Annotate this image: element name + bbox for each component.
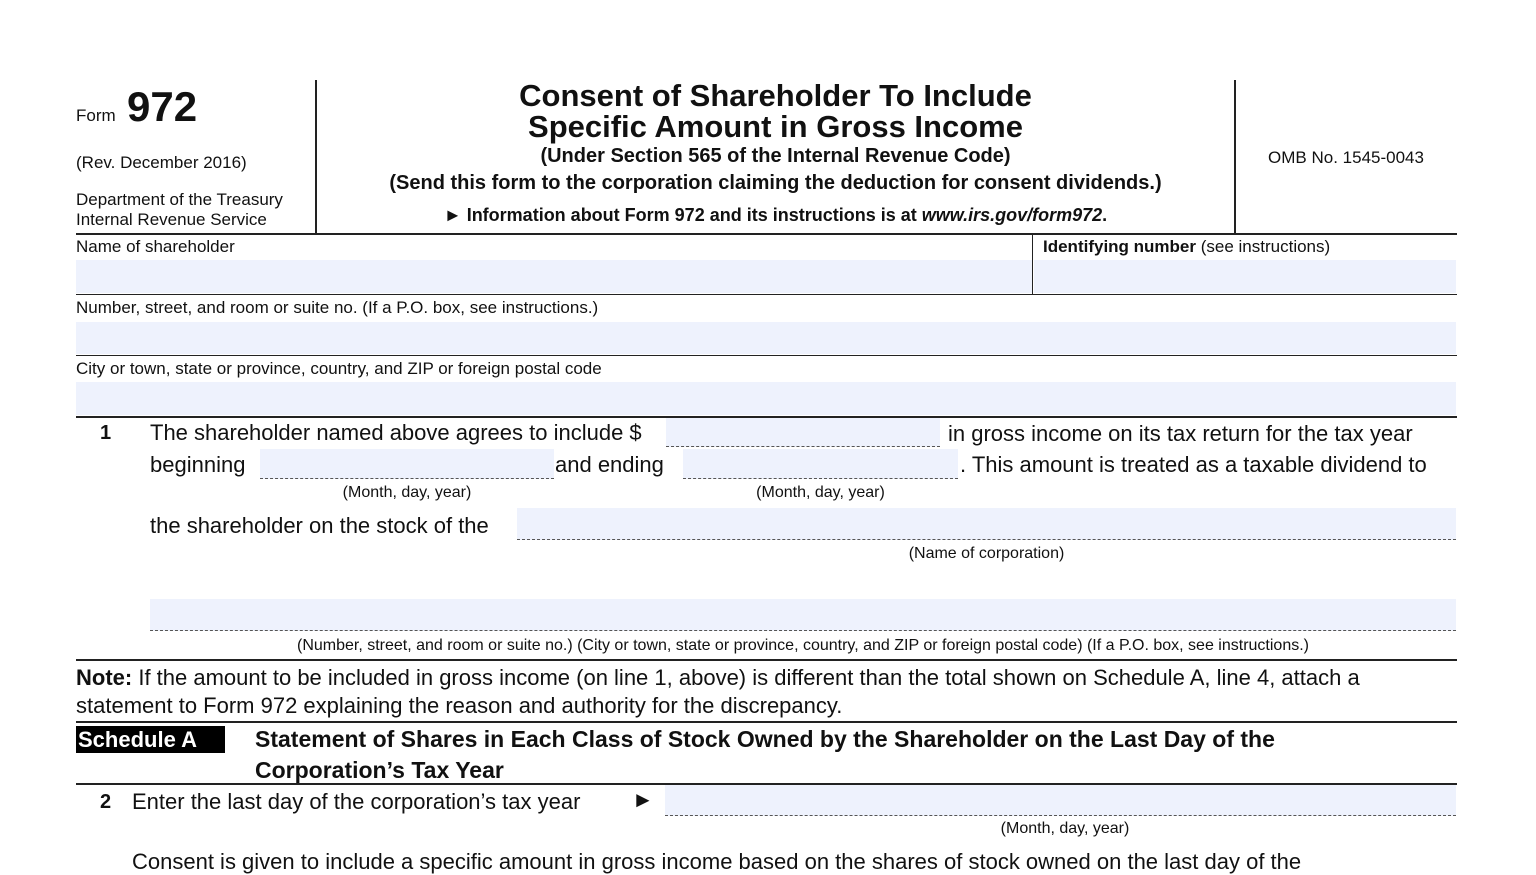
shareholder-name-label: Name of shareholder — [76, 237, 235, 256]
info-url-link[interactable]: www.irs.gov/form972 — [921, 205, 1103, 225]
line2-text: Enter the last day of the corporation’s tax year — [132, 789, 581, 814]
line1-text-c: beginning — [150, 452, 246, 477]
dividend-amount-field[interactable] — [666, 418, 940, 447]
note-block — [76, 664, 1456, 720]
schedule-a-title-line1: Statement of Shares in Each Class of Stock Owned by the Shareholder on the Last Day of the — [255, 726, 1275, 752]
note-text-line1: If the amount to be included in gross income (on line 1, above) is different than the total shown on Schedule A, line 4, attach a — [132, 665, 1360, 690]
name-id-divider — [1032, 235, 1033, 294]
city-state-zip-label: City or town, state or province, country, and ZIP or foreign postal code — [76, 359, 602, 378]
line2-date-caption: (Month, day, year) — [1000, 820, 1130, 837]
corporation-address-field[interactable] — [150, 599, 1456, 631]
form-title-line2: Specific Amount in Gross Income — [528, 109, 1023, 144]
form-word: Form — [76, 106, 116, 125]
identifying-number-label-rest: (see instructions) — [1200, 237, 1331, 256]
send-instruction: (Send this form to the corporation claiming the deduction for consent dividends.) — [389, 172, 1162, 194]
omb-number: OMB No. 1545-0043 — [1268, 148, 1424, 167]
note-text-line2: statement to Form 972 explaining the reason and authority for the discrepancy. — [76, 693, 843, 718]
line1-text-a: The shareholder named above agrees to include $ — [150, 420, 642, 445]
info-line — [317, 205, 1234, 226]
identifying-number-field[interactable] — [1034, 260, 1456, 293]
end-date-caption: (Month, day, year) — [756, 484, 885, 501]
row-rule-1 — [76, 294, 1457, 295]
revision-date: (Rev. December 2016) — [76, 153, 247, 172]
city-state-zip-field[interactable] — [76, 382, 1456, 415]
line1-text-f: the shareholder on the stock of the — [150, 513, 489, 538]
corporation-name-caption: (Name of corporation) — [908, 545, 1065, 562]
line1-text-d: and ending — [555, 452, 664, 477]
row-rule-5 — [76, 721, 1457, 723]
schedule-a-badge: Schedule A — [76, 726, 225, 753]
info-arrow-icon: ► — [443, 205, 462, 225]
form-number: 972 — [127, 83, 198, 130]
tax-year-end-field[interactable] — [683, 449, 958, 479]
agency-line: Internal Revenue Service — [76, 210, 267, 229]
row-rule-4 — [76, 659, 1457, 661]
corporation-address-caption: (Number, street, and room or suite no.) (City or town, state or province, country, and ZIP or foreign postal code) (If a P.O. box, see instructions.) — [296, 637, 1309, 654]
line2-number: 2 — [100, 791, 112, 813]
form-subtitle: (Under Section 565 of the Internal Revenue Code) — [540, 145, 1011, 167]
info-text: Information about Form 972 and its instructions is at — [466, 205, 922, 225]
note-label: Note: — [76, 665, 133, 690]
header-bottom-rule — [76, 233, 1457, 235]
row-rule-2 — [76, 355, 1457, 356]
identifying-number-label-bold: Identifying number — [1043, 237, 1196, 256]
form-title-line1: Consent of Shareholder To Include — [519, 78, 1032, 113]
consent-statement: Consent is given to include a specific amount in gross income based on the shares of stock owned on the last day of the — [132, 849, 1302, 874]
corporation-name-field[interactable] — [517, 508, 1456, 540]
schedule-a-title — [255, 724, 1275, 786]
corporation-tax-year-end-field[interactable] — [665, 785, 1456, 816]
identifying-number-label — [1043, 237, 1330, 257]
line1-text-b: in gross income on its tax return for the tax year — [948, 421, 1413, 446]
line1-number: 1 — [100, 422, 112, 444]
shareholder-name-field[interactable] — [76, 260, 1032, 293]
schedule-a-title-line2: Corporation’s Tax Year — [255, 757, 504, 783]
info-end: . — [1102, 205, 1108, 225]
street-address-label: Number, street, and room or suite no. (If a P.O. box, see instructions.) — [76, 298, 599, 317]
line2-arrow-icon: ► — [632, 787, 654, 812]
tax-year-begin-field[interactable] — [260, 449, 554, 479]
line1-text-e: . This amount is treated as a taxable dividend to — [960, 452, 1427, 477]
begin-date-caption: (Month, day, year) — [342, 484, 472, 501]
department-line: Department of the Treasury — [76, 190, 283, 209]
street-address-field[interactable] — [76, 322, 1456, 354]
